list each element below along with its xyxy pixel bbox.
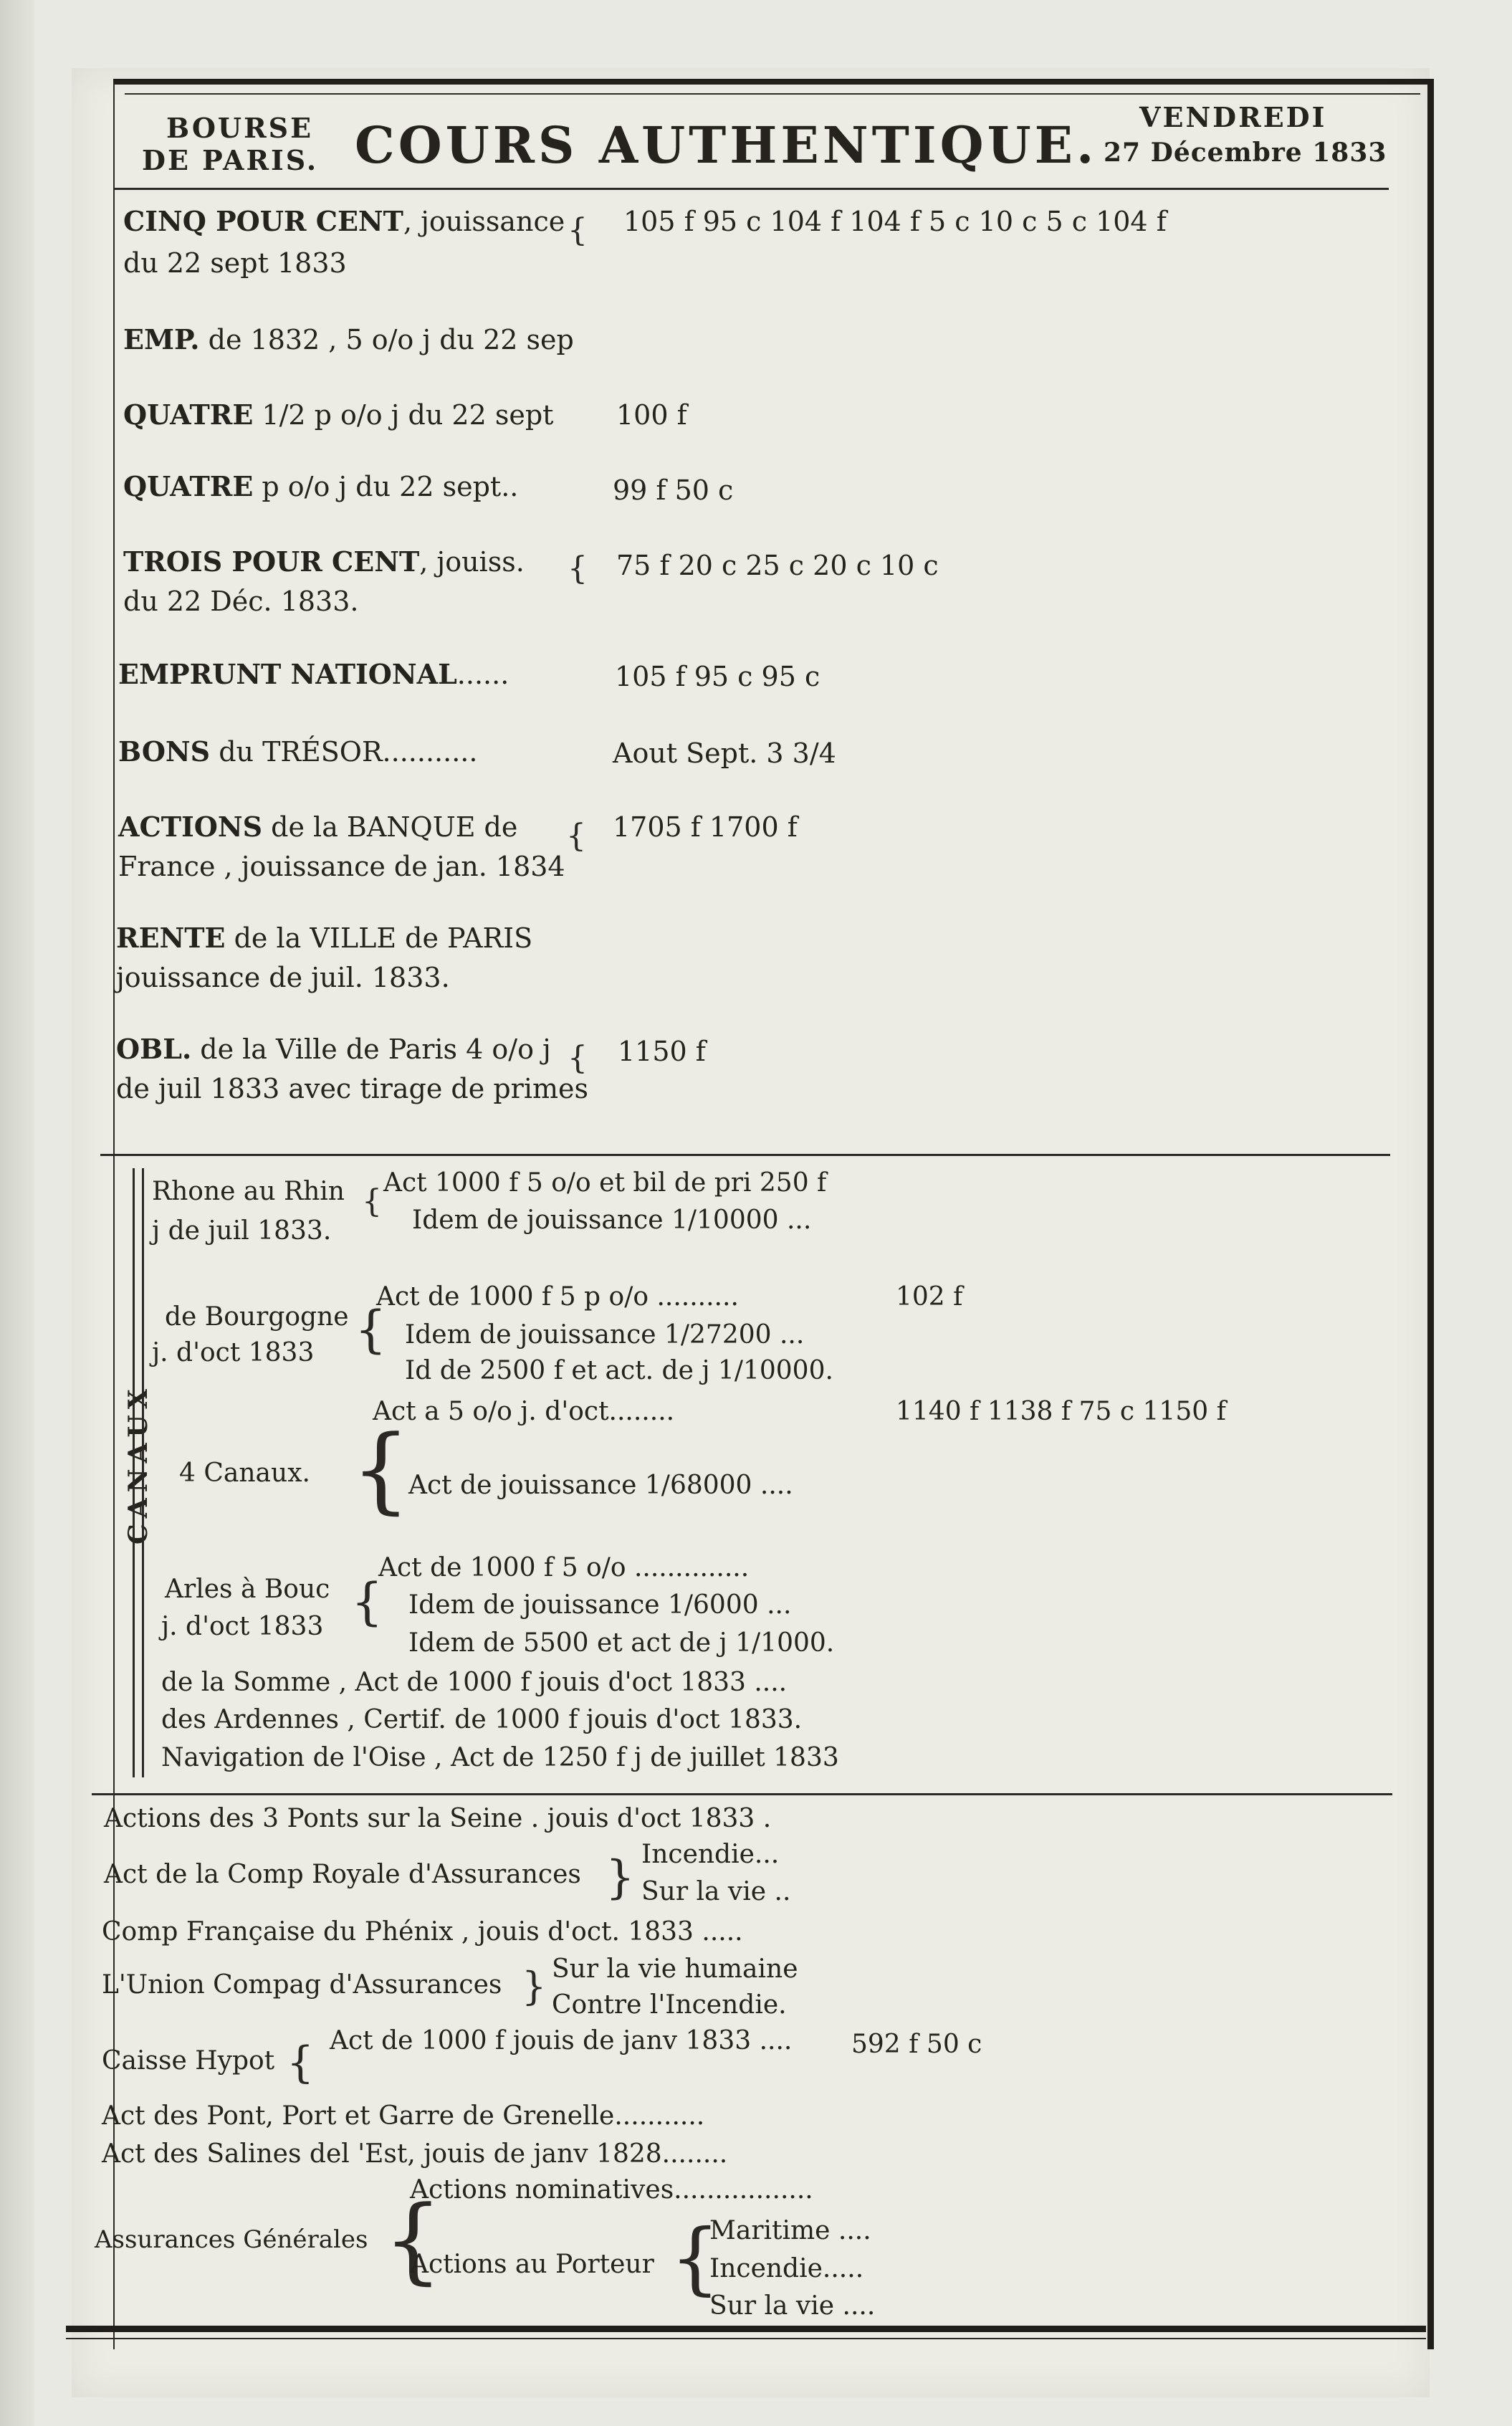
action-line: Act des Pont, Port et Garre de Grenelle........... <box>102 2101 705 2131</box>
rente-row-value: 1705 f 1700 f <box>613 811 798 843</box>
bourse-label-line2: DE PARIS. <box>142 144 319 176</box>
canal-line: Act de jouissance 1/68000 .... <box>408 1471 793 1500</box>
section-rule <box>92 1793 1392 1795</box>
date-label: 27 Décembre 1833 <box>1104 138 1387 168</box>
brace-icon: { <box>383 2185 443 2294</box>
canal-sub: j de juil 1833. <box>152 1216 332 1246</box>
section-rule <box>100 1154 1390 1156</box>
rente-row-label-line2: de juil 1833 avec tirage de primes <box>116 1073 588 1104</box>
rente-row-value: 1150 f <box>618 1036 706 1067</box>
canal-line: Act a 5 o/o j. d'oct........ <box>373 1397 675 1426</box>
canal-line: Idem de jouissance 1/6000 ... <box>408 1590 792 1620</box>
action-line: Act de 1000 f jouis de janv 1833 .... <box>330 2026 793 2055</box>
rente-row-label: QUATRE p o/o j du 22 sept.. <box>123 470 519 502</box>
brace-icon: { <box>355 1300 387 1359</box>
rente-row-label: EMPRUNT NATIONAL...... <box>118 658 509 690</box>
brace-icon: { <box>568 550 588 587</box>
rente-row-label: EMP. de 1832 , 5 o/o j du 22 sep <box>123 323 574 355</box>
action-option: Maritime .... <box>709 2216 871 2245</box>
canal-line: Act de 1000 f 5 o/o .............. <box>378 1553 750 1582</box>
action-option: Incendie..... <box>709 2254 864 2283</box>
rente-row-label: TROIS POUR CENT, jouiss. <box>123 545 525 578</box>
rente-row-value: 75 f 20 c 25 c 20 c 10 c <box>616 550 939 581</box>
canal-sub: j. d'oct 1833 <box>161 1612 324 1641</box>
rente-row-label-line2: du 22 Déc. 1833. <box>123 586 359 617</box>
action-line: Caisse Hypot <box>102 2046 275 2076</box>
brace-icon: { <box>351 1415 411 1524</box>
rente-row-label-line2: France , jouissance de jan. 1834 <box>118 851 565 882</box>
canal-name: 4 Canaux. <box>179 1458 310 1488</box>
canal-line: des Ardennes , Certif. de 1000 f jouis d'oct 1833. <box>161 1705 803 1734</box>
canal-value: 1140 f 1138 f 75 c 1150 f <box>896 1397 1226 1426</box>
rente-row-value: 105 f 95 c 95 c <box>615 661 820 692</box>
canal-line: Idem de 5500 et act de j 1/1000. <box>408 1628 835 1658</box>
canaux-vertical-rule <box>133 1168 135 1777</box>
action-line: Comp Française du Phénix , jouis d'oct. 1833 ..... <box>102 1917 743 1947</box>
bottom-rule <box>66 2326 1426 2332</box>
canal-line: Act de 1000 f 5 p o/o .......... <box>376 1282 739 1312</box>
canal-line: Navigation de l'Oise , Act de 1250 f j de juillet 1833 <box>161 1743 839 1772</box>
brace-icon: { <box>568 1040 588 1076</box>
rente-row-label: ACTIONS de la BANQUE de <box>118 811 518 843</box>
canaux-label: CANAUX <box>123 1383 153 1544</box>
canal-name: Arles à Bouc <box>165 1575 330 1604</box>
action-option: Sur la vie .... <box>709 2291 876 2321</box>
brace-icon: { <box>362 1183 382 1220</box>
rente-row-label: CINQ POUR CENT, jouissance <box>123 205 565 237</box>
canaux-vertical-rule <box>142 1168 144 1777</box>
canal-line: de la Somme , Act de 1000 f jouis d'oct 1833 .... <box>161 1668 788 1697</box>
rente-row-label: QUATRE 1/2 p o/o j du 22 sept <box>123 398 554 431</box>
bourse-label-line1: BOURSE <box>166 112 314 144</box>
page-title: COURS AUTHENTIQUE. <box>355 115 1098 175</box>
canal-value: 102 f <box>896 1282 963 1312</box>
brace-icon: } <box>522 1964 547 2009</box>
action-value: 592 f 50 c <box>851 2030 982 2059</box>
action-option: Contre l'Incendie. <box>552 1990 787 2020</box>
brace-icon: { <box>568 212 588 249</box>
rente-row-label-line2: du 22 sept 1833 <box>123 247 347 279</box>
action-line: Actions des 3 Ponts sur la Seine . jouis d'oct 1833 . <box>104 1804 772 1833</box>
rente-row-label-line2: jouissance de juil. 1833. <box>116 962 450 993</box>
canal-line: Id de 2500 f et act. de j 1/10000. <box>405 1356 833 1385</box>
rente-row-value: 99 f 50 c <box>613 474 734 506</box>
canal-name: Rhone au Rhin <box>152 1177 345 1206</box>
canal-sub: j. d'oct 1833 <box>152 1338 315 1367</box>
brace-icon: { <box>566 818 586 854</box>
rente-row-label: RENTE de la VILLE de PARIS <box>116 922 533 954</box>
canal-line: Idem de jouissance 1/10000 ... <box>412 1205 812 1235</box>
canal-line: Idem de jouissance 1/27200 ... <box>405 1320 805 1350</box>
action-option: Actions nominatives................. <box>410 2175 813 2205</box>
brace-icon: { <box>351 1572 383 1631</box>
rente-row-label: BONS du TRÉSOR........... <box>118 735 478 768</box>
action-option: Sur la vie .. <box>641 1877 791 1906</box>
action-line: Act de la Comp Royale d'Assurances <box>104 1860 581 1889</box>
action-line: L'Union Compag d'Assurances <box>102 1970 502 2000</box>
action-option: Sur la vie humaine <box>552 1954 798 1984</box>
canal-line: Act 1000 f 5 o/o et bil de pri 250 f <box>383 1168 827 1198</box>
action-option: Actions au Porteur <box>410 2250 654 2279</box>
brace-icon: { <box>670 2212 720 2303</box>
day-label: VENDREDI <box>1139 101 1327 133</box>
rente-row-value: Aout Sept. 3 3/4 <box>613 737 836 769</box>
canal-name: de Bourgogne <box>165 1302 349 1332</box>
action-line: Act des Salines del 'Est, jouis de janv 1828........ <box>102 2139 728 2169</box>
brace-icon: { <box>287 2038 315 2088</box>
rente-row-label: OBL. de la Ville de Paris 4 o/o j <box>116 1033 551 1065</box>
rente-row-value: 105 f 95 c 104 f 104 f 5 c 10 c 5 c 104 f <box>623 206 1167 237</box>
rente-row-value: 100 f <box>616 399 687 431</box>
action-line: Assurances Générales <box>95 2225 368 2254</box>
action-option: Incendie... <box>641 1840 780 1869</box>
brace-icon: } <box>606 1851 635 1904</box>
left-page-edge <box>0 0 34 2426</box>
header-rule <box>115 188 1389 190</box>
